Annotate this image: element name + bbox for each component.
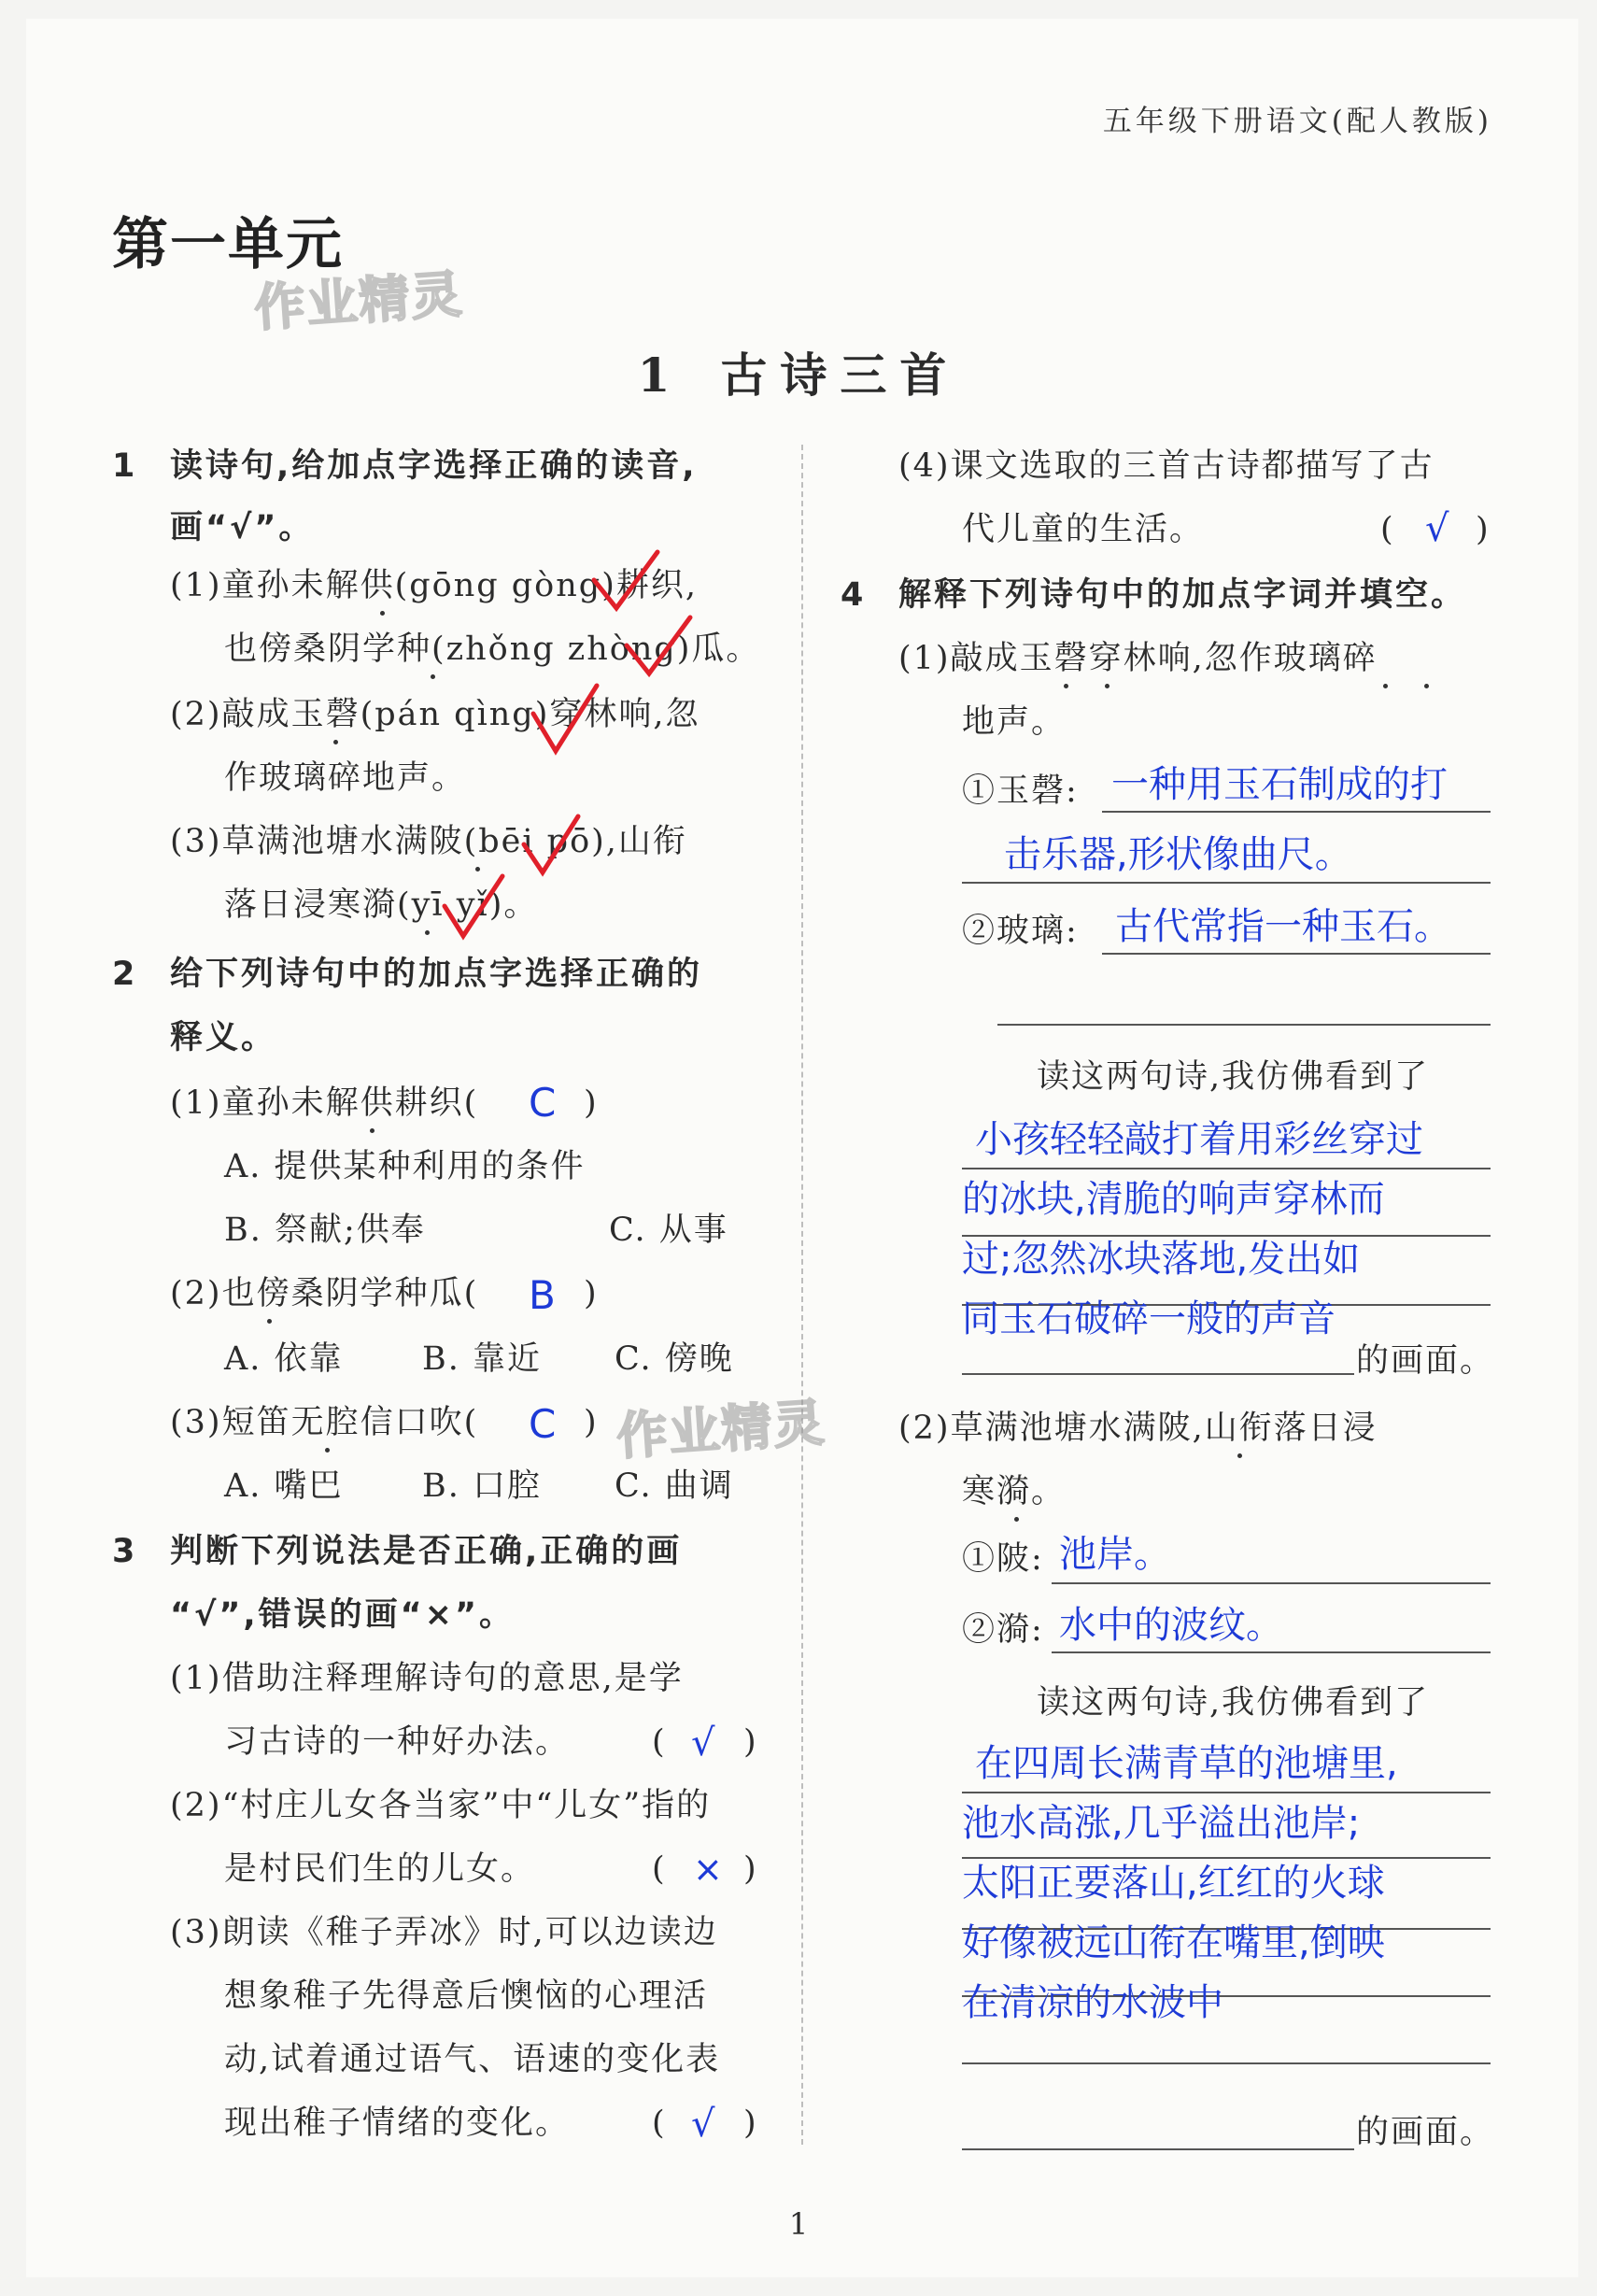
q4-p2-word-1: ①陂:: [962, 1540, 1044, 1578]
q4-p1-answer-1: 一种用玉石制成的打: [1111, 763, 1448, 806]
bracket-open: (: [652, 1850, 665, 1888]
q2-s2-option-a: A. 依靠: [224, 1340, 344, 1378]
bracket-close: ): [1476, 511, 1489, 548]
bracket-open: (: [652, 1723, 665, 1761]
watermark-logo: 作业精灵: [252, 264, 466, 338]
q1-item-2: (2)敲成玉磬(pán qìng)穿林响,忽: [170, 696, 700, 733]
q4-p1-word-2: ②玻璃:: [962, 913, 1079, 950]
q2-number: 2: [112, 956, 138, 993]
q4-p1-answer-line: 同玉石破碎一般的声音: [962, 1297, 1336, 1340]
watermark-logo: 作业精灵: [615, 1393, 828, 1467]
q1-stem: 读诗句,给加点字选择正确的读音,: [170, 447, 698, 485]
q4-p1-line-cont: 地声。: [962, 703, 1067, 741]
q4-p1-answer-line: 过;忽然冰块落地,发出如: [962, 1238, 1361, 1281]
bracket-open: (: [652, 2105, 665, 2142]
q2-s2-answer: B: [529, 1272, 556, 1318]
q2-s1-option-a: A. 提供某种利用的条件: [224, 1148, 586, 1185]
q4-p2-line-cont: 寒漪。: [962, 1473, 1067, 1510]
q3-item-3-answer: √: [691, 2103, 715, 2146]
emphasis-dot: [431, 674, 435, 679]
lesson-number: 1: [637, 347, 684, 403]
red-check-icon: [588, 546, 663, 621]
answer-line: [962, 1857, 1491, 1859]
emphasis-dot: [325, 1448, 330, 1453]
q3-item-4-answer: √: [1425, 507, 1449, 550]
q2-s2-close: ): [584, 1275, 597, 1312]
q2-s3-option-c: C. 曲调: [615, 1467, 734, 1505]
answer-line: [1052, 1582, 1491, 1584]
emphasis-dot: [370, 1128, 375, 1133]
emphasis-dot: [1014, 1517, 1019, 1522]
q4-p2-prompt: 读这两句诗,我仿佛看到了: [1037, 1684, 1430, 1722]
q3-number: 3: [112, 1533, 138, 1570]
q3-item-3: (3)朗读《稚子弄冰》时,可以边读边: [170, 1914, 718, 1951]
lesson-title: [0, 338, 1597, 405]
q3-item-2-answer: ×: [693, 1849, 723, 1890]
emphasis-dot: [333, 740, 338, 744]
bracket-close: ): [743, 1723, 756, 1761]
answer-line: [1052, 1651, 1491, 1653]
q2-s1-option-b: B. 祭献;供奉: [224, 1212, 426, 1249]
q2-s2-question: (2)也傍桑阴学种瓜(: [170, 1275, 479, 1312]
q1-item-2-cont: 作玻璃碎地声。: [224, 759, 467, 797]
q4-p2-answer-1: 池岸。: [1059, 1533, 1171, 1576]
q4-p2-answer-line: 池水高涨,几乎溢出池岸;: [962, 1802, 1361, 1845]
bracket-close: ): [743, 1850, 756, 1888]
q2-s1-option-c: C. 从事: [609, 1212, 728, 1249]
q2-stem: 给下列诗句中的加点字选择正确的: [170, 956, 703, 993]
q4-p1-line: (1)敲成玉磬穿林响,忽作玻璃碎: [898, 640, 1378, 677]
q2-s1-question: (1)童孙未解供耕织(: [170, 1084, 479, 1122]
q2-s1-answer: C: [529, 1080, 557, 1126]
q3-item-3-cont: 现出稚子情绪的变化。: [224, 2105, 571, 2142]
q3-item-3-cont: 动,试着通过语气、语速的变化表: [224, 2041, 721, 2078]
emphasis-dot: [1105, 684, 1109, 688]
q4-p2-word-2: ②漪:: [962, 1611, 1044, 1649]
q4-p1-answer-1-cont: 击乐器,形状像曲尺。: [1004, 833, 1352, 876]
q4-p2-ending: 的画面。: [1356, 2114, 1495, 2151]
q4-p1-prompt: 读这两句诗,我仿佛看到了: [1037, 1058, 1430, 1096]
red-check-icon: [621, 612, 696, 687]
emphasis-dot: [1424, 684, 1429, 688]
q4-p2-line: (2)草满池塘水满陂,山衔落日浸: [898, 1410, 1378, 1447]
q4-number: 4: [841, 576, 867, 614]
q2-s3-option-b: B. 口腔: [422, 1467, 542, 1505]
q4-p1-word-1: ①玉磬:: [962, 772, 1079, 810]
answer-line: [962, 1168, 1491, 1169]
emphasis-dot: [1383, 684, 1388, 688]
q3-item-2: (2)“村庄儿女各当家”中“儿女”指的: [170, 1787, 712, 1824]
bracket-open: (: [1380, 511, 1393, 548]
emphasis-dot: [425, 930, 430, 935]
book-header: 五年级下册语文(配人教版): [1102, 105, 1492, 138]
q1-item-1: (1)童孙未解供(gōng gòng)耕织,: [170, 567, 698, 604]
q2-s3-answer: C: [529, 1401, 557, 1447]
q1-item-3-cont: 落日浸寒漪(yī yǐ)。: [224, 886, 539, 924]
q2-s2-option-c: C. 傍晚: [615, 1340, 734, 1378]
q3-stem: 判断下列说法是否正确,正确的画: [170, 1533, 683, 1570]
q2-s3-option-a: A. 嘴巴: [224, 1467, 344, 1505]
q3-item-4: (4)课文选取的三首古诗都描写了古: [898, 447, 1434, 485]
q4-p2-answer-line: 太阳正要落山,红红的火球: [962, 1862, 1385, 1905]
q4-p1-ending: 的画面。: [1356, 1342, 1495, 1380]
q2-s3-question: (3)短笛无腔信口吹(: [170, 1404, 479, 1441]
unit-title: 第一单元: [112, 212, 344, 277]
emphasis-dot: [380, 611, 385, 616]
q4-p1-answer-2: 古代常指一种玉石。: [1115, 905, 1451, 948]
answer-line: [962, 2148, 1354, 2150]
answer-line: [962, 1792, 1491, 1793]
red-check-icon: [528, 680, 602, 764]
emphasis-dot: [1064, 684, 1068, 688]
bracket-close: ): [743, 2105, 756, 2142]
q3-item-1: (1)借助注释理解诗句的意思,是学: [170, 1660, 684, 1697]
answer-line: [962, 882, 1491, 884]
q4-p2-answer-2: 水中的波纹。: [1059, 1604, 1283, 1647]
q1-stem-cont: 画“√”。: [170, 509, 315, 546]
q1-item-1-cont: 也傍桑阴学种(zhǒng zhòng)瓜。: [224, 631, 761, 668]
q1-number: 1: [112, 447, 138, 485]
page-number: 1: [788, 2206, 809, 2242]
red-check-icon: [439, 871, 509, 945]
q4-p1-answer-line: 小孩轻轻敲打着用彩丝穿过: [975, 1118, 1423, 1161]
q4-p2-answer-line: 在清凉的水波中: [962, 1981, 1223, 2024]
q4-p1-answer-line: 的冰块,清脆的响声穿林而: [962, 1178, 1385, 1221]
q2-s1-close: ): [584, 1084, 597, 1122]
answer-line: [1102, 811, 1491, 813]
column-divider: [801, 445, 803, 2145]
emphasis-dot: [1237, 1453, 1242, 1458]
red-check-icon: [518, 811, 584, 886]
q4-p2-answer-line: 在四周长满青草的池塘里,: [975, 1742, 1398, 1785]
q1-item-3: (3)草满池塘水满陂(bēi pō),山衔: [170, 823, 687, 860]
q3-item-3-cont: 想象稚子先得意后懊恼的心理活: [224, 1977, 709, 2015]
lesson-name: 古诗三首: [720, 348, 960, 403]
answer-line: [997, 1024, 1491, 1026]
q2-stem-cont: 释义。: [170, 1019, 277, 1056]
q3-item-1-answer: √: [691, 1722, 715, 1765]
q2-s3-close: ): [584, 1404, 597, 1441]
q3-item-4-cont: 代儿童的生活。: [962, 511, 1205, 548]
q3-item-1-cont: 习古诗的一种好办法。: [224, 1723, 571, 1761]
q3-item-2-cont: 是村民们生的儿女。: [224, 1850, 536, 1888]
q4-p2-answer-line: 好像被远山衔在嘴里,倒映: [962, 1921, 1385, 1964]
q3-stem-cont: “√”,错误的画“×”。: [170, 1596, 515, 1634]
answer-line: [962, 1235, 1491, 1237]
q2-s2-option-b: B. 靠近: [422, 1340, 542, 1378]
emphasis-dot: [267, 1319, 272, 1324]
answer-line: [962, 2062, 1491, 2064]
answer-line: [962, 1373, 1354, 1375]
answer-line: [1102, 953, 1491, 955]
q4-stem: 解释下列诗句中的加点字词并填空。: [898, 576, 1467, 614]
